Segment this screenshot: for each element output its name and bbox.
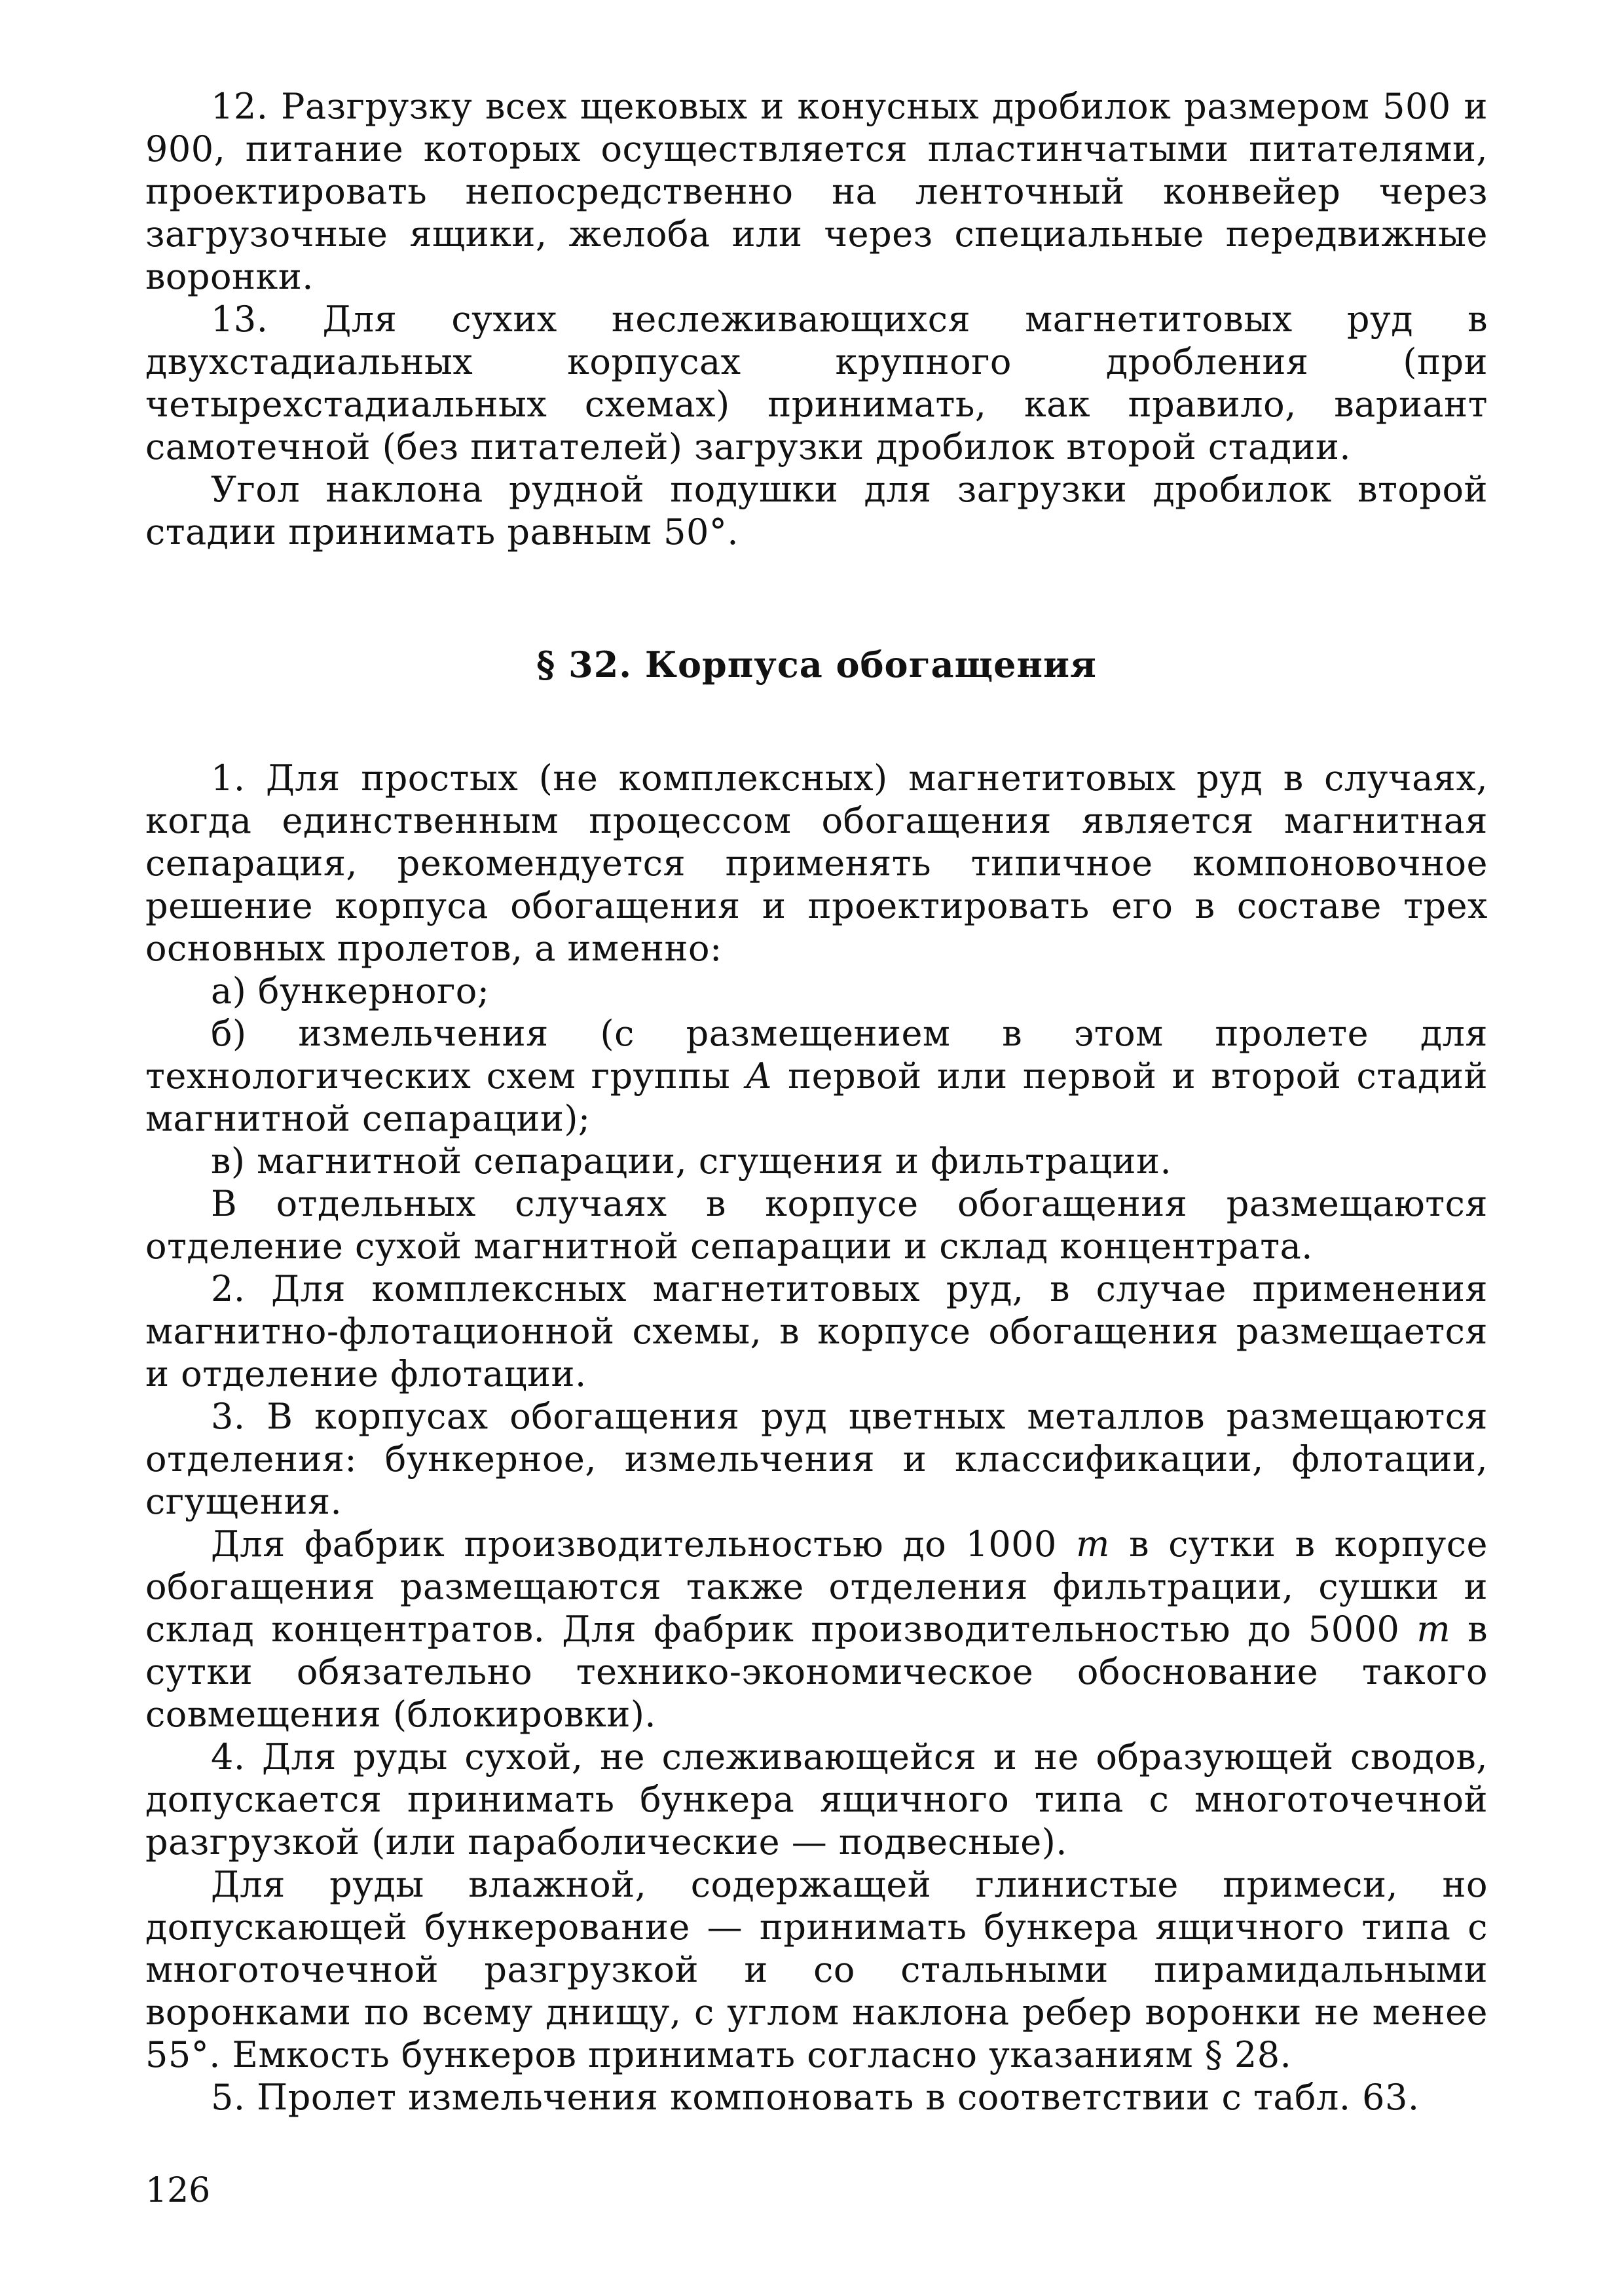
paragraph-separate: В отдельных случаях в корпусе обогащения размещаются отделение сухой магнитной сепарации и склад концентрата.	[145, 1183, 1488, 1267]
list-item-b-text-start: б) измельчения (с размещением в этом пролете для технологических схем группы	[145, 1013, 1488, 1097]
paragraph-item-1: 1. Для простых (не комплексных) магнетитовых руд в случаях, когда единственным процессом обогащения является магнитная сепарация, рекомендуется применять типичное компоновочное решение корпуса обогащения и проектировать его в составе трех основных пролетов, а именно:	[145, 757, 1488, 969]
unit-ton: т	[1416, 1609, 1451, 1650]
factory-text-start: Для фабрик производительностью до 1000	[211, 1523, 1077, 1565]
list-item-b-text-end: первой или первой и второй стадий магнитной сепарации);	[145, 1055, 1488, 1139]
paragraph-item-2: 2. Для комплексных магнетитовых руд, в случае применения магнитно-флотационной схемы, в корпусе обогащения размещается и отделение флотации.	[145, 1268, 1488, 1394]
list-item-c: в) магнитной сепарации, сгущения и фильтрации.	[211, 1140, 1172, 1182]
paragraph-factory	[145, 1523, 1488, 1736]
factory-text-middle: в сутки в корпусе обогащения размещаются также отделения фильтрации, сушки и склад концентратов. Для фабрик производительностью до 5000	[145, 1523, 1488, 1650]
paragraph-item-13: 13. Для сухих неслеживающихся магнетитовых руд в двухстадиальных корпусах крупного дробления (при четырехстадиальных схемах) принимать, как правило, вариант самотечной (без питателей) загрузки дробилок второй стадии.	[145, 299, 1488, 467]
page-number: 126	[145, 2171, 211, 2210]
paragraph-wet-ore: Для руды влажной, содержащей глинистые примеси, но допускающей бункерование — принимать бункера ящичного типа с многоточечной разгрузкой и со стальными пирамидальными воронками по всему днищу, с углом наклона ребер воронки не менее 55°. Емкость бункеров принимать согласно указаниям § 28.	[145, 1864, 1488, 2075]
section-title: § 32. Корпуса обогащения	[536, 644, 1097, 685]
group-letter: А	[745, 1055, 773, 1097]
paragraph-angle: Угол наклона рудной подушки для загрузки дробилок второй стадии принимать равным 50°.	[145, 469, 1488, 553]
list-item-a: а) бункерного;	[211, 970, 490, 1011]
paragraph-item-3: 3. В корпусах обогащения руд цветных металлов размещаются отделения: бункерное, измельчения и классификации, флотации, сгущения.	[145, 1396, 1488, 1522]
unit-ton: т	[1076, 1523, 1110, 1565]
spacer	[145, 553, 1488, 644]
spacer	[145, 686, 1488, 757]
paragraph-item-12: 12. Разгрузку всех щековых и конусных дробилок размером 500 и 900, питание которых осуществляется пластинчатыми питателями, проектировать непосредственно на ленточный конвейер через загрузочные ящики, желоба или через специальные передвижные воронки.	[145, 86, 1488, 297]
list-item-b	[145, 1012, 1488, 1140]
paragraph-item-4: 4. Для руды сухой, не слеживающейся и не образующей сводов, допускается принимать бункера ящичного типа с многоточечной разгрузкой (или параболические — подвесные).	[145, 1736, 1488, 1863]
factory-text-end: в сутки обязательно технико-экономическое обоснование такого совмещения (блокировки).	[145, 1609, 1488, 1735]
document-page	[145, 85, 1488, 2119]
paragraph-item-5: 5. Пролет измельчения компоновать в соответствии с табл. 63.	[211, 2077, 1420, 2118]
